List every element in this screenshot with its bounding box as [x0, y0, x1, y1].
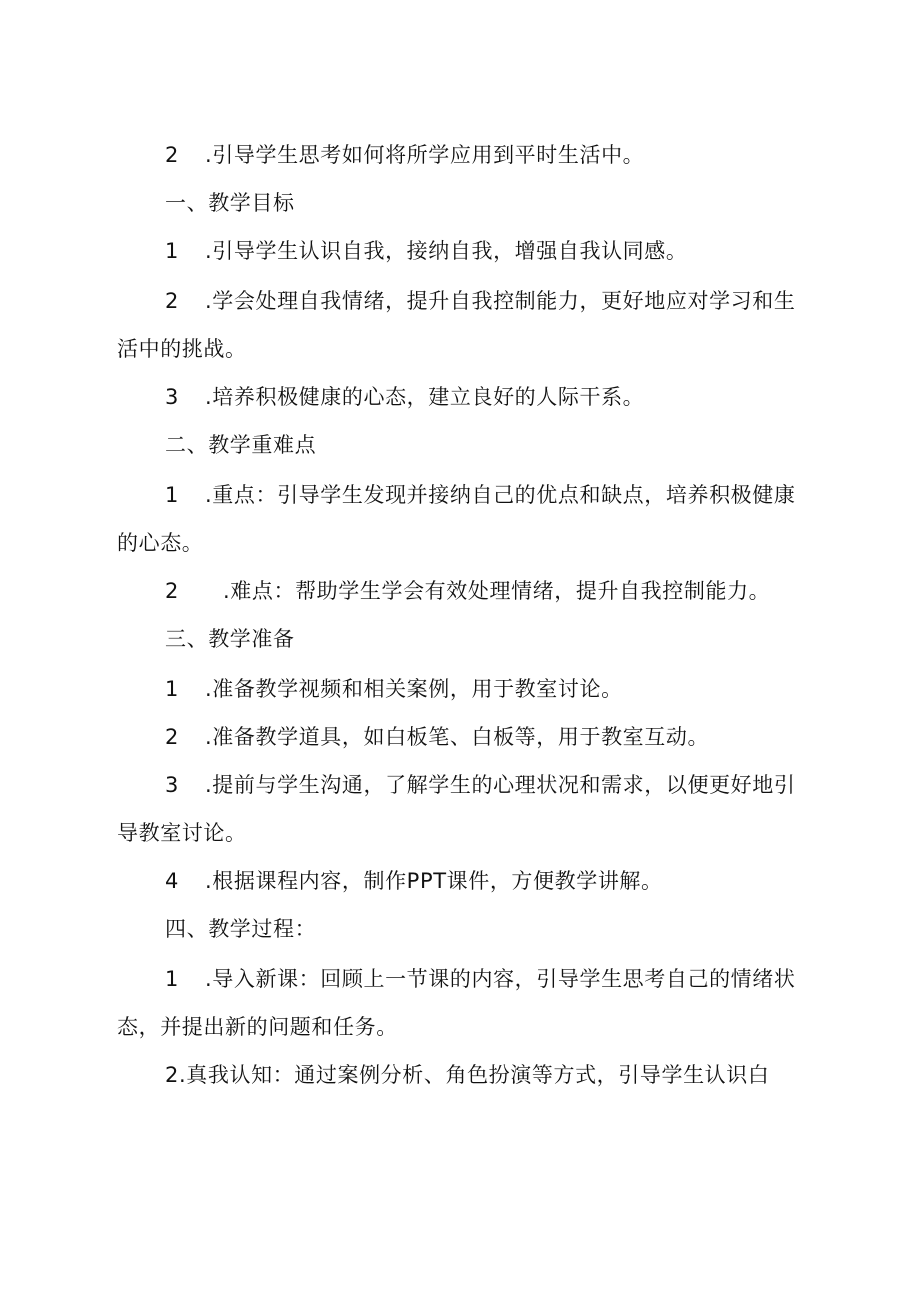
line-text: .难点：帮助学生学会有效处理情绪，提升自我控制能力。	[223, 579, 771, 603]
text-line	[165, 866, 885, 896]
text-line	[165, 576, 885, 606]
line-text: .准备教学道具，如白板笔、白板等，用于教室互动。	[205, 725, 710, 749]
line-text: 四、教学过程：	[165, 917, 317, 941]
line-text: 三、教学准备	[165, 627, 295, 651]
item-number: 2	[165, 289, 179, 313]
text-line	[165, 964, 885, 994]
text-line	[165, 382, 885, 412]
line-text: .重点：引导学生发现并接纳自己的优点和缺点，培养积极健康	[205, 483, 796, 507]
section-heading	[165, 624, 885, 654]
section-heading	[165, 430, 885, 460]
line-text: .引导学生认识自我，接纳自我，增强自我认同感。	[205, 239, 688, 263]
text-line-continuation	[117, 1012, 837, 1042]
item-number: 1	[165, 483, 179, 507]
line-text: .真我认知：通过案例分析、角色扮演等方式，引导学生认识白	[179, 1063, 770, 1087]
line-text: .导入新课：回顾上一节课的内容，引导学生思考自己的情绪状	[205, 967, 796, 991]
section-heading	[165, 914, 885, 944]
item-number: 2	[165, 143, 179, 167]
item-number: 2	[165, 579, 179, 603]
line-text: 一、教学目标	[165, 191, 295, 215]
text-line-continuation	[117, 528, 837, 558]
item-number: 3	[165, 385, 179, 409]
text-line	[165, 1060, 885, 1090]
text-line	[165, 722, 885, 752]
text-line	[165, 140, 885, 170]
line-text: 活中的挑战。	[117, 337, 247, 361]
text-line	[165, 480, 885, 510]
line-text: 的心态。	[117, 531, 204, 555]
item-number: 2	[165, 1063, 179, 1087]
item-number: 4	[165, 869, 179, 893]
line-text: .引导学生思考如何将所学应用到平时生活中。	[205, 143, 645, 167]
line-text: 导教室讨论。	[117, 821, 247, 845]
line-text: .根据课程内容，制作PPT课件，方便教学讲解。	[205, 869, 663, 893]
text-line	[165, 770, 885, 800]
text-line	[165, 674, 885, 704]
item-number: 3	[165, 773, 179, 797]
line-text: 态，并提出新的问题和任务。	[117, 1015, 398, 1039]
line-text: 二、教学重难点	[165, 433, 317, 457]
section-heading	[165, 188, 885, 218]
line-text: .准备教学视频和相关案例，用于教室讨论。	[205, 677, 623, 701]
line-text: .培养积极健康的心态，建立良好的人际干系。	[205, 385, 645, 409]
line-text: .提前与学生沟通，了解学生的心理状况和需求，以便更好地引	[205, 773, 796, 797]
item-number: 1	[165, 967, 179, 991]
text-line	[165, 236, 885, 266]
item-number: 2	[165, 725, 179, 749]
item-number: 1	[165, 239, 179, 263]
item-number: 1	[165, 677, 179, 701]
text-line-continuation	[117, 334, 837, 364]
text-line-continuation	[117, 818, 837, 848]
line-text: .学会处理自我情绪，提升自我控制能力，更好地应对学习和生	[205, 289, 796, 313]
text-line	[165, 286, 885, 316]
